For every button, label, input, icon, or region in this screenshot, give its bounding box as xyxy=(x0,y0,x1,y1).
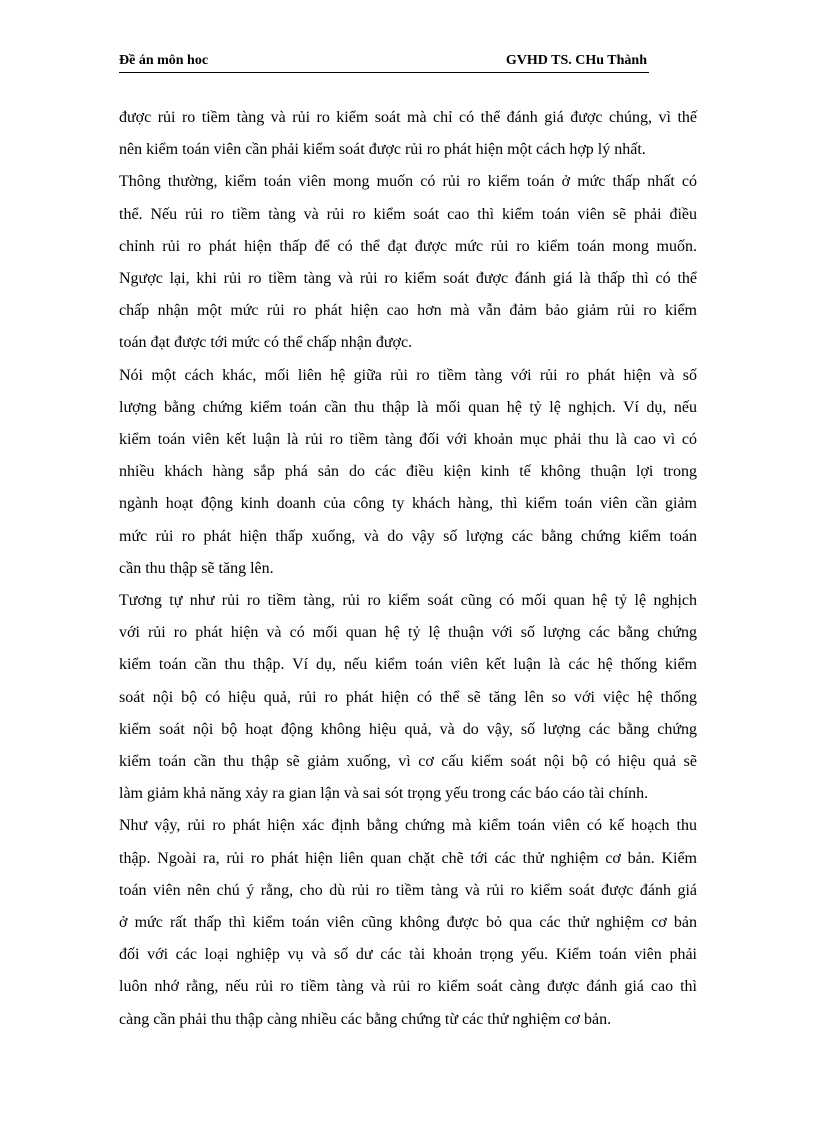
header-document-title: Đề án môn hoc xyxy=(119,53,209,68)
text-line: chấp nhận một mức rủi ro phát hiện cao hơn mà vẫn đảm bảo giảm rủi ro kiểm xyxy=(119,302,697,320)
paragraph-4 xyxy=(119,585,697,810)
text-line: chỉnh rủi ro phát hiện thấp để có thể đạt được mức rủi ro kiểm toán mong muốn. xyxy=(119,237,697,255)
text-line: thể. Nếu rủi ro tiềm tàng và rủi ro kiểm soát cao thì kiểm toán viên sẽ phải điều xyxy=(119,205,697,223)
text-line: lượng bằng chứng kiểm toán cần thu thập là mối quan hệ tỷ lệ nghịch. Ví dụ, nếu xyxy=(119,398,697,416)
text-line: mức rủi ro phát hiện thấp xuống, và do vậy số lượng các bằng chứng kiểm toán xyxy=(119,527,697,545)
text-line: được rủi ro tiềm tàng và rủi ro kiểm soát mà chỉ có thể đánh giá được chúng, vì thế xyxy=(119,109,697,126)
paragraph-2 xyxy=(119,166,697,359)
text-line: nhiều khách hàng sắp phá sản do các điều kiện kinh tế không thuận lợi trong xyxy=(119,463,697,481)
text-line: ngành hoạt động kinh doanh của công ty khách hàng, thì kiểm toán viên cần giảm xyxy=(119,495,697,513)
paragraph-5 xyxy=(119,810,697,1035)
text-line: làm giảm khả năng xảy ra gian lận và sai sót trọng yếu trong các báo cáo tài chính. xyxy=(119,785,649,803)
text-line: luôn nhớ rằng, nếu rủi ro tiềm tàng và rủi ro kiểm soát càng được đánh giá cao thì xyxy=(119,978,697,996)
text-line: với rủi ro phát hiện và có mối quan hệ tỷ lệ thuận với số lượng các bằng chứng xyxy=(119,624,697,642)
text-line: nên kiểm toán viên cần phải kiểm soát được rủi ro phát hiện một cách hợp lý nhất. xyxy=(119,141,646,159)
text-line: Ngược lại, khi rủi ro tiềm tàng và rủi ro kiểm soát được đánh giá là thấp thì có thể xyxy=(119,270,697,288)
text-line: Như vậy, rủi ro phát hiện xác định bằng chứng mà kiểm toán viên có kế hoạch thu xyxy=(119,817,697,835)
text-line: Thông thường, kiểm toán viên mong muốn có rủi ro kiểm toán ở mức thấp nhất có xyxy=(119,173,697,191)
text-line: cần thu thập sẽ tăng lên. xyxy=(119,559,274,577)
text-line: ở mức rất thấp thì kiểm toán viên cũng không được bỏ qua các thử nghiệm cơ bản xyxy=(119,914,697,932)
document-body xyxy=(119,102,697,1036)
text-line: kiểm toán viên kết luận là rủi ro tiềm tàng đối với khoản mục phải thu là cao vì có xyxy=(119,431,697,449)
text-line: toán đạt được tới mức có thể chấp nhận được. xyxy=(119,334,413,352)
text-line: Tương tự như rủi ro tiềm tàng, rủi ro kiểm soát cũng có mối quan hệ tỷ lệ nghịch xyxy=(119,592,697,610)
text-line: kiểm soát nội bộ hoạt động không hiệu quả, và do vậy, số lượng các bằng chứng xyxy=(119,720,697,738)
text-line: kiểm toán cần thu thập. Ví dụ, nếu kiểm toán viên kết luận là các hệ thống kiểm xyxy=(119,656,697,674)
paragraph-3 xyxy=(119,360,697,585)
paragraph-1 xyxy=(119,102,697,166)
text-line: Nói một cách khác, mối liên hệ giữa rủi ro tiềm tàng với rủi ro phát hiện và số xyxy=(119,366,697,384)
page-header xyxy=(119,52,649,73)
text-line: kiểm toán cần thu thập sẽ giảm xuống, vì cơ cấu kiểm soát nội bộ có hiệu quả sẽ xyxy=(119,753,697,771)
text-line: soát nội bộ có hiệu quả, rủi ro phát hiện có thể sẽ tăng lên so với việc hệ thống xyxy=(119,688,697,706)
text-line: toán viên nên chú ý rằng, cho dù rủi ro tiềm tàng và rủi ro kiểm soát được đánh giá xyxy=(119,881,697,899)
text-line: đối với các loại nghiệp vụ và số dư các tài khoản trọng yếu. Kiểm toán viên phải xyxy=(119,946,697,964)
text-line: thập. Ngoài ra, rủi ro phát hiện liên quan chặt chẽ tới các thử nghiệm cơ bản. Kiểm xyxy=(119,849,697,867)
text-line: càng cần phải thu thập càng nhiều các bằng chứng từ các thử nghiệm cơ bản. xyxy=(119,1010,612,1028)
header-supervisor: GVHD TS. CHu Thành xyxy=(505,53,647,68)
